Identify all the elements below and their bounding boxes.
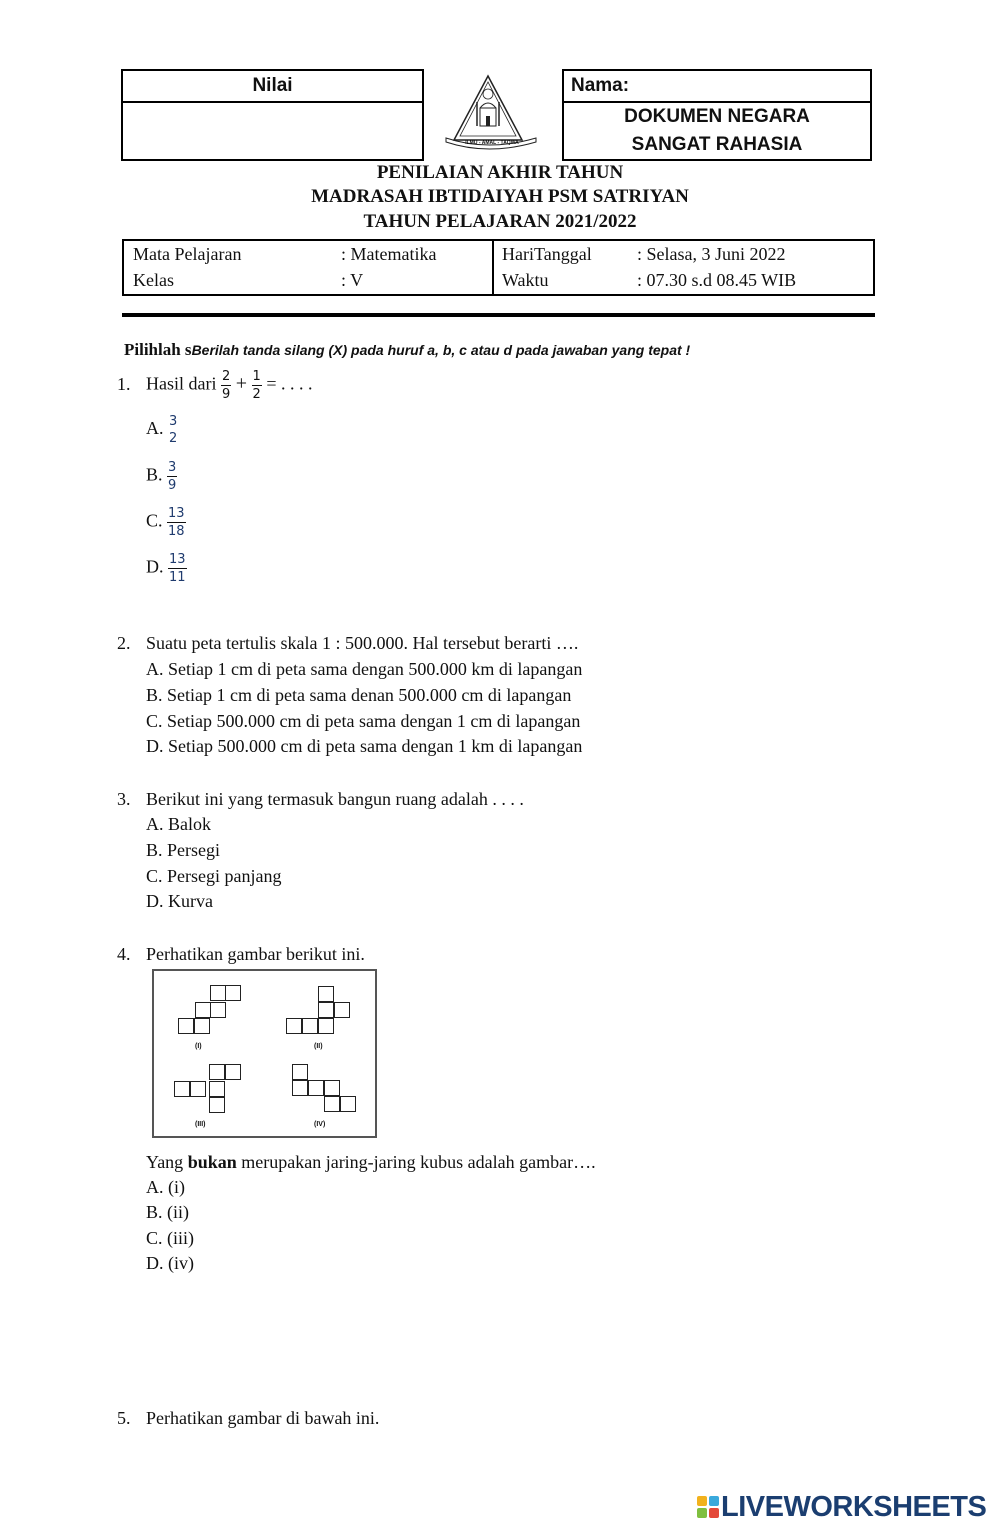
q1-option-a[interactable]: A. 3 2 (146, 414, 178, 446)
q1-fraction-1: $\frac{2}{9}$ (221, 369, 231, 402)
liveworksheets-icon (697, 1496, 719, 1518)
q1-option-b[interactable]: B. $\frac{3}{9}$ (146, 460, 177, 493)
nama-label: Nama: (564, 71, 870, 103)
nama-box (562, 69, 872, 161)
q3-number: 3. (117, 789, 131, 809)
kelas-label: Kelas (133, 269, 174, 290)
q1-number: 1. (117, 373, 131, 394)
q3-option-c[interactable]: C. Persegi panjang (146, 866, 282, 886)
q1-option-d-fraction: $\frac{13}{11}$ (169, 552, 186, 585)
net-1-label: (I) (195, 1043, 202, 1050)
q1-option-a-fraction: 3 2 (169, 414, 178, 446)
liveworksheets-logo (697, 1490, 997, 1522)
nilai-label: Nilai (123, 71, 422, 103)
q4-question-bold: bukan (187, 1152, 237, 1172)
hari-label: HariTanggal (502, 243, 592, 264)
doc-line1: DOKUMEN NEGARA (624, 106, 810, 127)
logo-motto: ILMU - AMAL - TAQWA (465, 140, 519, 146)
q1-fraction-2: $\frac{1}{2}$ (252, 369, 261, 402)
q3-option-b[interactable]: B. Persegi (146, 840, 220, 860)
q2-option-c[interactable]: C. Setiap 500.000 cm di peta sama dengan 1 cm di lapangan (146, 711, 581, 731)
q4-question: Yang bukan merupakan jaring-jaring kubus adalah gambar…. (146, 1152, 596, 1172)
q4-number: 4. (117, 944, 131, 964)
q2-text: Suatu peta tertulis skala 1 : 500.000. Hal tersebut berarti …. (146, 633, 579, 653)
q3-text: Berikut ini yang termasuk bangun ruang adalah . . . . (146, 789, 524, 809)
q1-option-c-fraction: $\frac{13}{18}$ (168, 506, 185, 539)
q4-text: Perhatikan gambar berikut ini. (146, 944, 365, 964)
q3-option-a[interactable]: A. Balok (146, 814, 211, 834)
school-logo (444, 72, 540, 156)
q1-operator: + (235, 372, 248, 395)
q4-option-a[interactable]: A. (i) (146, 1177, 185, 1197)
waktu-value: : 07.30 s.d 08.45 WIB (637, 269, 797, 290)
liveworksheets-brand: LIVEWORKSHEETS (721, 1491, 987, 1523)
q1-option-d[interactable]: D. $\frac{13}{11}$ (146, 552, 186, 585)
net-4-label: (IV) (314, 1121, 326, 1128)
mapel-label: Mata Pelajaran (133, 243, 242, 264)
q1-suffix: = . . . . (266, 373, 313, 394)
net-2-label: (II) (314, 1043, 323, 1050)
q5-stem (117, 1408, 379, 1429)
q2-number: 2. (117, 633, 131, 653)
q2-option-b[interactable]: B. Setiap 1 cm di peta sama denan 500.000 cm di lapangan (146, 685, 572, 705)
q4-option-b[interactable]: B. (ii) (146, 1202, 189, 1222)
net-3-label: (III) (195, 1121, 206, 1128)
info-table (122, 239, 875, 296)
q4-option-c[interactable]: C. (iii) (146, 1228, 194, 1248)
q2-option-a[interactable]: A. Setiap 1 cm di peta sama dengan 500.000 km di lapangan (146, 659, 583, 679)
hari-value: : Selasa, 3 Juni 2022 (637, 243, 786, 264)
q4-option-d[interactable]: D. (iv) (146, 1253, 194, 1273)
title-3: TAHUN PELAJARAN 2021/2022 (363, 211, 637, 232)
cube-nets-figure (152, 969, 377, 1138)
q4-stem (117, 944, 365, 965)
q2-stem (117, 633, 578, 654)
instruction-italic: Berilah tanda silang (X) pada huruf a, b, c atau d pada jawaban yang tepat ! (191, 342, 691, 358)
instruction-bold: Pilihlah s (124, 340, 192, 359)
q3-stem (117, 789, 524, 810)
q2-option-d[interactable]: D. Setiap 500.000 cm di peta sama dengan 1 km di lapangan (146, 736, 583, 756)
doc-line2: SANGAT RAHASIA (631, 134, 803, 155)
q5-text: Perhatikan gambar di bawah ini. (146, 1408, 380, 1428)
q1-prefix: Hasil dari (146, 373, 217, 394)
q3-option-d[interactable]: D. Kurva (146, 891, 213, 911)
nilai-box (121, 69, 424, 161)
q1-option-b-fraction: $\frac{3}{9}$ (168, 460, 177, 493)
title-1: PENILAIAN AKHIR TAHUN (376, 162, 624, 183)
header-divider (122, 313, 875, 317)
waktu-label: Waktu (502, 269, 549, 290)
q5-number: 5. (117, 1408, 131, 1428)
title-2: MADRASAH IBTIDAIYAH PSM SATRIYAN (311, 186, 689, 207)
q1-stem (117, 370, 312, 401)
q1-option-c[interactable]: C. $\frac{13}{18}$ (146, 506, 185, 539)
instruction (124, 340, 690, 360)
kelas-value: : V (341, 269, 364, 290)
mapel-value: : Matematika (341, 243, 437, 264)
